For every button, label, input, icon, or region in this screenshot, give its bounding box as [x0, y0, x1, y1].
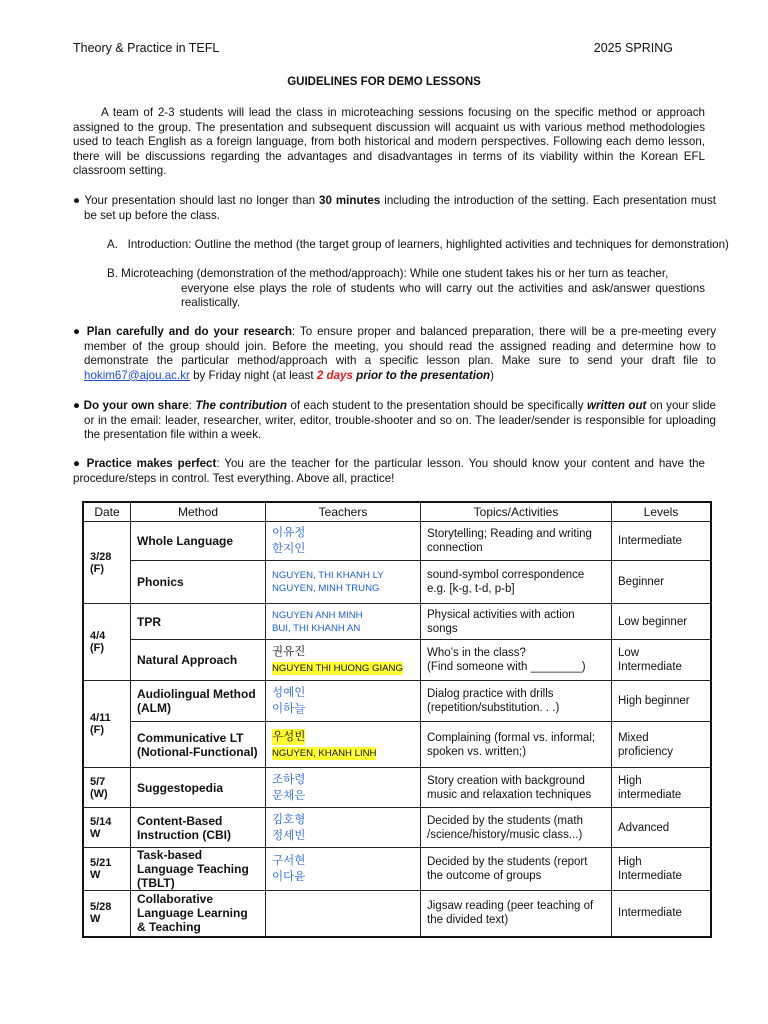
sub-item-b-first: B. Microteaching (demonstration of the method/approach): While one student takes his or her turn as teacher,: [107, 267, 669, 280]
date-text: 5/14 W: [90, 815, 112, 840]
teacher-name-highlighted: 우성빈: [272, 730, 306, 743]
email-link[interactable]: hokim67@ajou.ac.kr: [84, 368, 190, 382]
topic-cell: Physical activities with action songs: [421, 604, 612, 640]
date-cell: [83, 604, 131, 681]
course-name: Theory & Practice in TEFL: [73, 41, 220, 55]
level-cell: Advanced: [612, 808, 712, 848]
sub-item-b-continued: everyone else plays the role of students who will carry out the activities and ask/answer questions realistically.: [181, 281, 705, 310]
date-cell: [83, 681, 131, 768]
level-cell: Low beginner: [612, 604, 712, 640]
level-cell: Low Intermediate: [612, 640, 712, 681]
date-text: 5/28 W: [90, 901, 112, 926]
bullet-share-lead: ● Do your own share: [73, 399, 189, 412]
teachers-cell: [266, 891, 421, 937]
table-row: [83, 848, 711, 891]
header-levels: Levels: [612, 502, 712, 522]
date-cell: [83, 808, 131, 848]
teacher-name: 이유정: [272, 527, 306, 539]
date-text: 3/28 (F): [90, 550, 112, 575]
table-row: [83, 561, 711, 604]
bullet-share-t1: :: [188, 399, 196, 412]
teacher-name-highlighted: NGUYEN THI HUONG GIANG: [272, 663, 403, 674]
method-cell: TPR: [131, 604, 266, 640]
bullet-plan-mid: by Friday night (at least: [189, 368, 317, 382]
page-title: GUIDELINES FOR DEMO LESSONS: [287, 76, 481, 88]
table-row: [83, 722, 711, 768]
topic-cell: Decided by the students (math /science/history/music class...): [421, 808, 612, 848]
term: 2025 SPRING: [593, 41, 673, 55]
date-text: 4/4 (F): [90, 630, 106, 654]
teacher-name: 성예인: [272, 687, 306, 699]
teachers-cell: [266, 722, 421, 768]
teacher-name: NGUYEN, THI KHANH LY: [272, 570, 384, 581]
level-cell: Intermediate: [612, 522, 712, 561]
method-cell: Whole Language: [131, 522, 266, 561]
date-cell: [83, 522, 131, 604]
teacher-name: 이다윤: [272, 871, 306, 883]
bullet-share-t2: of each student to the presentation should be specifically: [287, 399, 587, 412]
level-cell: High beginner: [612, 681, 712, 722]
level-cell: Intermediate: [612, 891, 712, 937]
method-cell: Communicative LT (Notional-Functional): [131, 722, 266, 768]
header-method: Method: [131, 502, 266, 522]
sub-item-b: [107, 267, 705, 311]
schedule-table: [82, 501, 712, 938]
topic-cell: Decided by the students (report the outcome of groups: [421, 848, 612, 891]
teacher-name: NGUYEN, MINH TRUNG: [272, 583, 380, 594]
method-cell: Phonics: [131, 561, 266, 604]
written-out-emphasis: written out: [586, 399, 647, 412]
teacher-name: 정세빈: [272, 829, 306, 842]
table-row: [83, 604, 711, 640]
bullet-practice: [73, 457, 705, 486]
prior-emphasis: prior to the presentation: [352, 368, 491, 382]
deadline-emphasis: 2 days: [316, 368, 353, 382]
date-cell: [83, 768, 131, 808]
teacher-name: 권유진: [272, 646, 306, 658]
teachers-cell: [266, 808, 421, 848]
teachers-cell: [266, 640, 421, 681]
teachers-cell: [266, 522, 421, 561]
method-cell: Natural Approach: [131, 640, 266, 681]
bullet-duration-post: including the introduction of the setting. Each presentation must be set up before the class.: [84, 194, 716, 222]
teacher-name: 이하늘: [272, 703, 306, 715]
bullet-practice-text: : You are the teacher for the particular lesson. You should know your content and have the procedure/steps in control. Test everything. Above all, practice!: [73, 457, 705, 485]
level-cell: High intermediate: [612, 768, 712, 808]
table-row: [83, 681, 711, 722]
teacher-name: 구서현: [272, 855, 306, 867]
header-topics: Topics/Activities: [421, 502, 612, 522]
topic-cell: Who’s in the class? (Find someone with ________): [421, 640, 612, 681]
date-text: 4/11 (F): [90, 712, 111, 736]
table-row: [83, 640, 711, 681]
teacher-name: 조하령: [272, 773, 306, 786]
date-cell: [83, 891, 131, 937]
teacher-name: 김호형: [272, 813, 306, 826]
table-header-row: [83, 502, 711, 522]
teachers-cell: [266, 681, 421, 722]
method-cell: Collaborative Language Learning & Teaching: [131, 891, 266, 937]
duration-emphasis: 30 minutes: [319, 194, 381, 207]
method-cell: Content-Based Instruction (CBI): [131, 808, 266, 848]
date-text: 5/21 W: [90, 857, 112, 881]
bullet-plan-text: : To ensure proper and balanced preparation, there will be a pre-meeting every member of the group should join. Before the meeting, you should read the assigned reading and determine how to demonstrate the particular method/approach with a specific lesson plan. Make sure to send your draft file to: [84, 325, 717, 368]
teacher-name-highlighted: NGUYEN, KHANH LINH: [272, 747, 377, 759]
method-cell: Audiolingual Method (ALM): [131, 681, 266, 722]
topic-cell: sound-symbol correspondence e.g. [k-g, t-d, p-b]: [421, 561, 612, 604]
bullet-practice-lead: ● Practice makes perfect: [73, 457, 217, 470]
sub-item-a: A. Introduction: Outline the method (the target group of learners, highlighted activities and techniques for demonstration): [107, 238, 729, 251]
contribution-emphasis: The contribution: [195, 399, 288, 412]
topic-cell: Storytelling; Reading and writing connection: [421, 522, 612, 561]
level-cell: Beginner: [612, 561, 712, 604]
teachers-cell: [266, 561, 421, 604]
bullet-plan-end: ): [490, 368, 494, 382]
table-row: [83, 522, 711, 561]
teacher-name: BUI, THI KHANH AN: [272, 622, 361, 634]
topic-cell: Dialog practice with drills (repetition/substitution. . .): [421, 681, 612, 722]
date-cell: [83, 848, 131, 891]
teacher-name: NGUYEN ANH MINH: [272, 609, 363, 621]
teacher-name: 문채은: [272, 789, 306, 802]
teachers-cell: [266, 604, 421, 640]
method-cell: Task-based Language Teaching (TBLT): [131, 848, 266, 891]
bullet-share-t3: on your slide or in the email: leader, researcher, writer, editor, trouble-shooter and so on. The leader/sender is responsible for uploading the presentation file within a week.: [84, 399, 717, 442]
bullet-duration: [73, 194, 716, 223]
method-cell: Suggestopedia: [131, 768, 266, 808]
bullet-plan-lead: ● Plan carefully and do your research: [73, 325, 292, 338]
level-cell: High Intermediate: [612, 848, 712, 891]
topic-cell: Story creation with background music and relaxation techniques: [421, 768, 612, 808]
bullet-share: [73, 399, 716, 443]
bullet-duration-pre: ● Your presentation should last no longer than: [73, 194, 320, 207]
teachers-cell: [266, 768, 421, 808]
topic-cell: Complaining (formal vs. informal; spoken vs. written;): [421, 722, 612, 768]
topic-cell: Jigsaw reading (peer teaching of the divided text): [421, 891, 612, 937]
level-cell: Mixed proficiency: [612, 722, 712, 768]
teachers-cell: [266, 848, 421, 891]
date-text: 5/7 (W): [90, 775, 108, 800]
table-row: [83, 891, 711, 937]
intro-paragraph: A team of 2-3 students will lead the class in microteaching sessions focusing on the specific method or approach assigned to the group. The presentation and subsequent discussion will acquaint us with various method methodologies used to teach English as a foreign language, from both historical and modern perspectives. Following each demo lesson, there will be discussions regarding the advantages and disadvantages in terms of its viability within the Korean EFL classroom setting.: [73, 106, 705, 178]
header-teachers: Teachers: [266, 502, 421, 522]
header-date: Date: [83, 502, 131, 522]
table-row: [83, 808, 711, 848]
table-row: [83, 768, 711, 808]
teacher-name: 한지인: [272, 543, 306, 555]
bullet-plan: [73, 325, 716, 383]
